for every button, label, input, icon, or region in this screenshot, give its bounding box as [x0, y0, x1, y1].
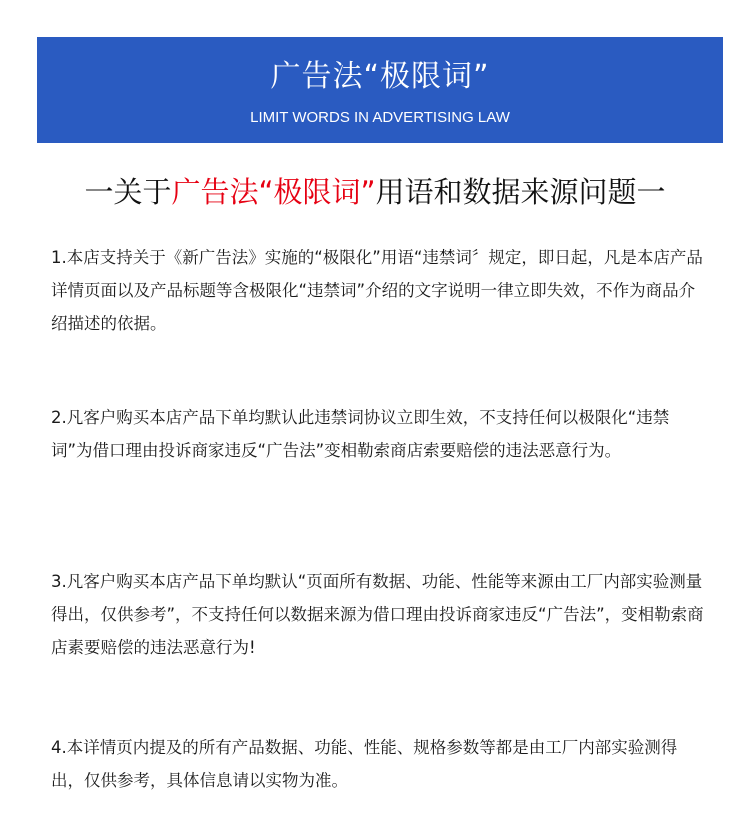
- section-heading: [0, 170, 750, 214]
- title-banner: [37, 37, 723, 143]
- banner-title: 广告法“极限词”: [270, 59, 490, 94]
- notice-paragraph-4: 4.本详情页内提及的所有产品数据、功能、性能、规格参数等都是由工厂内部实验测得出，仅供参考，具体信息请以实物为准。: [51, 738, 678, 790]
- heading-prefix: 一关于: [84, 175, 172, 209]
- banner-subtitle: LIMIT WORDS IN ADVERTISING LAW: [250, 109, 510, 126]
- notice-paragraph-2: 2.凡客户购买本店产品下单均默认此违禁词协议立即生效，不支持任何以极限化“违禁词”为借口理由投诉商家违反“广告法”变相勒索商店索要赔偿的违法恶意行为。: [51, 408, 670, 460]
- heading-highlight: 广告法“极限词”: [171, 175, 376, 209]
- heading-suffix: 用语和数据来源问题一: [375, 175, 666, 209]
- notice-paragraph-3: 3.凡客户购买本店产品下单均默认“页面所有数据、功能、性能等来源由工厂内部实验测量得出，仅供参考”，不支持任何以数据来源为借口理由投诉商家违反“广告法”，变相勒索商店素要赔偿的违法恶意行为!: [51, 572, 704, 657]
- notice-paragraph-1: 1.本店支持关于《新广告法》实施的“极限化”用语“违禁词〞规定，即日起，凡是本店产品详情页面以及产品标题等含极限化“违禁词”介绍的文字说明一律立即失效，不作为商品介绍描述的依据。: [51, 248, 703, 333]
